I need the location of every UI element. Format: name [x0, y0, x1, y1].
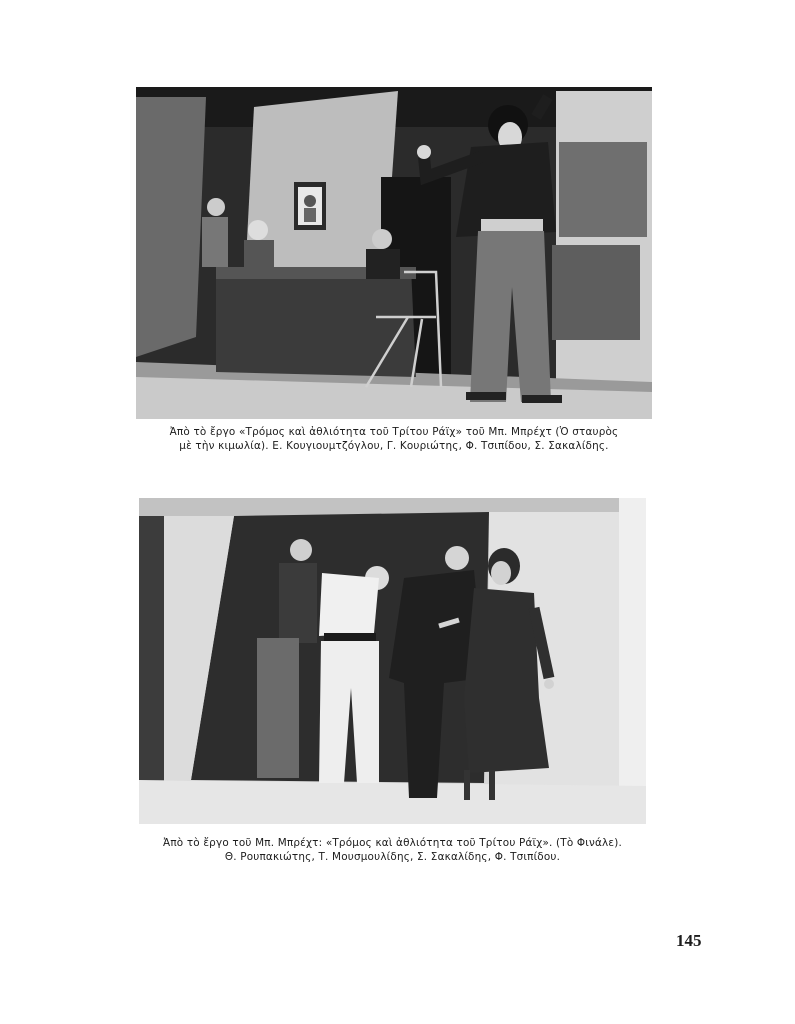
caption-line: μὲ τὴν κιμωλία). Ε. Κουγιουμτζόγλου, Γ. Κουριώτης, Φ. Τσιπίδου, Σ. Σακαλίδης.	[179, 440, 609, 452]
caption-line: Ἀπὸ τὸ ἔργο τοῦ Μπ. Μπρέχτ: «Τρόμος καὶ ἀθλιότητα τοῦ Τρίτου Ράϊχ». (Τὸ Φινάλε).	[163, 837, 622, 849]
stage-photo-2	[139, 498, 646, 824]
photo-1-caption	[136, 425, 652, 453]
stage-photo-1	[136, 87, 652, 419]
caption-line: Θ. Ρουπακιώτης, Τ. Μουσμουλίδης, Σ. Σακαλίδης, Φ. Τσιπίδου.	[224, 851, 561, 863]
page-number: 145	[676, 931, 702, 950]
caption-line: Ἀπὸ τὸ ἔργο «Τρόμος καὶ ἀθλιότητα τοῦ Τρίτου Ράϊχ» τοῦ Μπ. Μπρέχτ (Ὁ σταυρὸς	[169, 426, 619, 438]
photo-2-caption	[139, 836, 646, 864]
